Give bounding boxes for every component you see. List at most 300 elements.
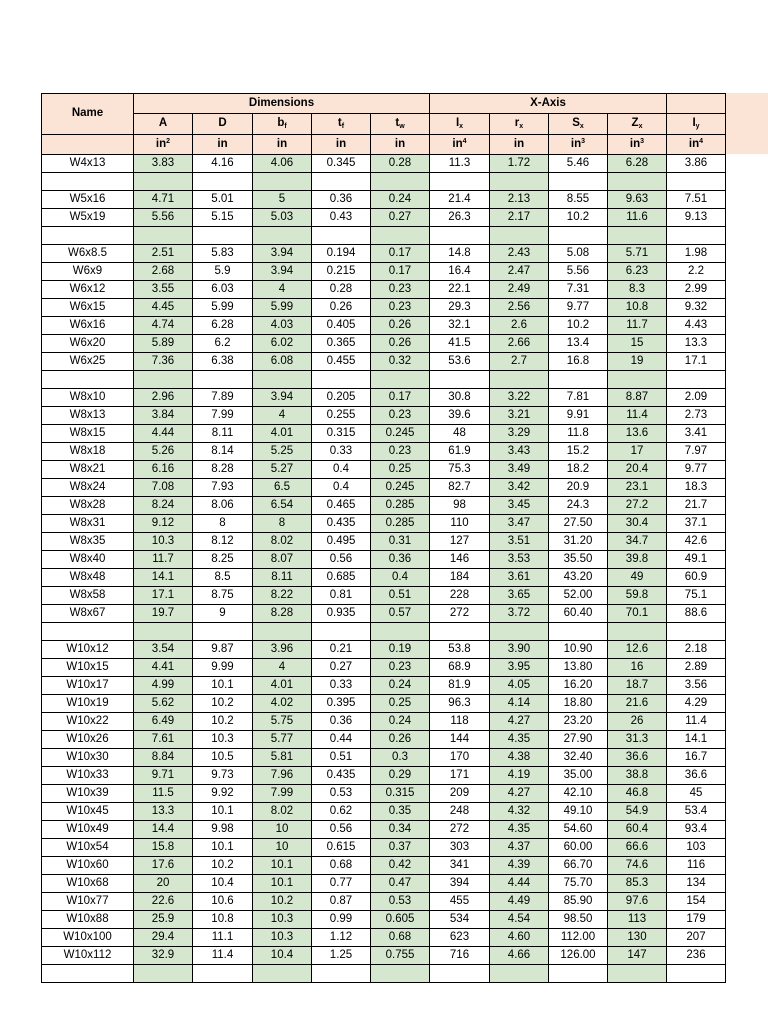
value-cell: 23.20	[549, 713, 608, 731]
section-name-cell: W10x22	[42, 713, 134, 731]
section-name-cell: W6x9	[42, 263, 134, 281]
value-cell: 14.1	[134, 569, 193, 587]
value-cell: 60.4	[608, 821, 667, 839]
value-cell: 3.56	[667, 677, 726, 695]
table-row	[42, 641, 726, 659]
value-cell: 0.605	[371, 911, 430, 929]
column-symbol: D	[218, 117, 227, 130]
value-cell: 5.75	[253, 713, 312, 731]
value-cell: 0.28	[371, 155, 430, 173]
section-name-cell: W6x8.5	[42, 245, 134, 263]
value-cell: 3.83	[134, 155, 193, 173]
value-cell: 5.62	[134, 695, 193, 713]
column-unit-3	[312, 135, 371, 155]
spacer-row	[42, 623, 726, 641]
value-cell: 4.37	[490, 839, 549, 857]
name-header: Name	[42, 94, 134, 135]
value-cell: 9.87	[193, 641, 253, 659]
table-row	[42, 299, 726, 317]
value-cell	[134, 623, 193, 641]
value-cell: 8.28	[193, 461, 253, 479]
value-cell: 4	[253, 281, 312, 299]
value-cell: 2.09	[667, 389, 726, 407]
value-cell: 7.93	[193, 479, 253, 497]
value-cell: 0.36	[312, 191, 371, 209]
x-axis-group-header: X-Axis	[430, 94, 667, 114]
value-cell	[549, 623, 608, 641]
value-cell: 17.1	[667, 353, 726, 371]
value-cell: 5.89	[134, 335, 193, 353]
value-cell: 0.23	[371, 659, 430, 677]
value-cell: 10.1	[193, 839, 253, 857]
value-cell: 0.615	[312, 839, 371, 857]
steel-section-table	[41, 93, 726, 983]
value-cell: 207	[667, 929, 726, 947]
value-cell: 3.47	[490, 515, 549, 533]
column-symbol: I	[692, 117, 696, 129]
value-cell	[253, 173, 312, 191]
unit-exponent: 4	[699, 138, 704, 146]
value-cell: 8.25	[193, 551, 253, 569]
value-cell	[667, 965, 726, 983]
value-cell: 32.1	[430, 317, 490, 335]
value-cell: 0.62	[312, 803, 371, 821]
section-name-cell: W10x26	[42, 731, 134, 749]
value-cell: 0.26	[371, 335, 430, 353]
table-row	[42, 353, 726, 371]
column-unit-7	[549, 135, 608, 155]
value-cell: 2.13	[490, 191, 549, 209]
value-cell: 66.70	[549, 857, 608, 875]
value-cell: 27.2	[608, 497, 667, 515]
value-cell: 0.35	[371, 803, 430, 821]
value-cell: 10.2	[253, 893, 312, 911]
value-cell: 9.73	[193, 767, 253, 785]
value-cell: 0.57	[371, 605, 430, 623]
value-cell: 10.2	[549, 209, 608, 227]
section-name-cell: W10x112	[42, 947, 134, 965]
column-subscript: f	[341, 123, 345, 130]
table-row	[42, 551, 726, 569]
value-cell: 18.80	[549, 695, 608, 713]
value-cell: 53.4	[667, 803, 726, 821]
value-cell: 36.6	[608, 749, 667, 767]
value-cell: 2.73	[667, 407, 726, 425]
value-cell: 22.1	[430, 281, 490, 299]
column-subscript: w	[399, 123, 405, 130]
value-cell: 0.87	[312, 893, 371, 911]
value-cell: 5	[253, 191, 312, 209]
value-cell: 10.4	[193, 875, 253, 893]
table-row	[42, 533, 726, 551]
value-cell: 46.8	[608, 785, 667, 803]
value-cell: 16.4	[430, 263, 490, 281]
section-name-cell: W5x16	[42, 191, 134, 209]
value-cell: 272	[430, 605, 490, 623]
value-cell: 4.01	[253, 677, 312, 695]
value-cell: 2.17	[490, 209, 549, 227]
section-name-cell: W10x45	[42, 803, 134, 821]
value-cell: 4.43	[667, 317, 726, 335]
value-cell	[490, 965, 549, 983]
value-cell: 0.68	[312, 857, 371, 875]
section-name-cell: W10x19	[42, 695, 134, 713]
value-cell: 5.15	[193, 209, 253, 227]
value-cell: 0.24	[371, 677, 430, 695]
value-cell: 19.7	[134, 605, 193, 623]
value-cell: 8.84	[134, 749, 193, 767]
section-name-cell: W8x24	[42, 479, 134, 497]
section-name-cell: W10x49	[42, 821, 134, 839]
value-cell: 9	[193, 605, 253, 623]
value-cell: 5.03	[253, 209, 312, 227]
value-cell: 303	[430, 839, 490, 857]
value-cell: 0.19	[371, 641, 430, 659]
value-cell: 0.4	[312, 479, 371, 497]
value-cell: 3.42	[490, 479, 549, 497]
value-cell: 11.7	[134, 551, 193, 569]
value-cell: 42.6	[667, 533, 726, 551]
table-row	[42, 335, 726, 353]
value-cell: 4.16	[193, 155, 253, 173]
value-cell: 9.32	[667, 299, 726, 317]
value-cell: 48	[430, 425, 490, 443]
value-cell: 6.49	[134, 713, 193, 731]
value-cell: 0.23	[371, 281, 430, 299]
header-extension	[725, 93, 768, 154]
value-cell: 0.51	[312, 749, 371, 767]
value-cell	[312, 371, 371, 389]
value-cell: 52.00	[549, 587, 608, 605]
value-cell: 45	[667, 785, 726, 803]
value-cell: 3.72	[490, 605, 549, 623]
unit-text: in	[394, 137, 406, 150]
value-cell: 42.10	[549, 785, 608, 803]
value-cell: 0.26	[371, 317, 430, 335]
value-cell: 66.6	[608, 839, 667, 857]
value-cell: 2.89	[667, 659, 726, 677]
value-cell	[667, 371, 726, 389]
value-cell: 6.08	[253, 353, 312, 371]
value-cell: 4.01	[253, 425, 312, 443]
value-cell: 30.4	[608, 515, 667, 533]
value-cell: 7.51	[667, 191, 726, 209]
section-name-cell: W10x30	[42, 749, 134, 767]
value-cell: 24.3	[549, 497, 608, 515]
section-name-cell: W6x20	[42, 335, 134, 353]
value-cell	[430, 173, 490, 191]
value-cell: 15.8	[134, 839, 193, 857]
table-row	[42, 407, 726, 425]
value-cell: 20.9	[549, 479, 608, 497]
value-cell	[134, 227, 193, 245]
value-cell: 9.91	[549, 407, 608, 425]
value-cell: 3.53	[490, 551, 549, 569]
value-cell: 4.44	[490, 875, 549, 893]
value-cell: 0.495	[312, 533, 371, 551]
table-row	[42, 461, 726, 479]
value-cell: 21.7	[667, 497, 726, 515]
section-name-cell: W8x10	[42, 389, 134, 407]
value-cell: 0.53	[312, 785, 371, 803]
value-cell: 75.3	[430, 461, 490, 479]
value-cell: 5.71	[608, 245, 667, 263]
value-cell: 9.77	[667, 461, 726, 479]
value-cell	[371, 965, 430, 983]
value-cell: 49.1	[667, 551, 726, 569]
value-cell: 54.60	[549, 821, 608, 839]
value-cell: 0.43	[312, 209, 371, 227]
value-cell: 98	[430, 497, 490, 515]
section-name-cell: W8x67	[42, 605, 134, 623]
value-cell: 0.51	[371, 587, 430, 605]
value-cell: 0.56	[312, 551, 371, 569]
value-cell	[253, 227, 312, 245]
column-unit-8	[608, 135, 667, 155]
value-cell	[430, 965, 490, 983]
table-row	[42, 785, 726, 803]
value-cell: 18.7	[608, 677, 667, 695]
y-axis-group-header	[667, 94, 726, 114]
value-cell	[608, 623, 667, 641]
value-cell: 0.405	[312, 317, 371, 335]
column-subscript: y	[695, 123, 700, 130]
value-cell: 0.17	[371, 245, 430, 263]
value-cell: 3.65	[490, 587, 549, 605]
section-name-cell: W10x100	[42, 929, 134, 947]
value-cell: 4.45	[134, 299, 193, 317]
value-cell: 5.08	[549, 245, 608, 263]
value-cell: 5.81	[253, 749, 312, 767]
value-cell: 0.17	[371, 389, 430, 407]
value-cell: 3.51	[490, 533, 549, 551]
value-cell: 10.1	[253, 875, 312, 893]
value-cell: 49.10	[549, 803, 608, 821]
value-cell: 54.9	[608, 803, 667, 821]
value-cell	[608, 965, 667, 983]
table-row	[42, 443, 726, 461]
value-cell: 4.35	[490, 731, 549, 749]
value-cell: 4.03	[253, 317, 312, 335]
unit-exponent: 4	[462, 138, 467, 146]
value-cell: 9.77	[549, 299, 608, 317]
value-cell: 0.24	[371, 713, 430, 731]
column-header-8	[608, 114, 667, 135]
value-cell: 0.26	[371, 731, 430, 749]
section-name-cell: W8x31	[42, 515, 134, 533]
value-cell: 38.8	[608, 767, 667, 785]
value-cell: 10.2	[193, 695, 253, 713]
value-cell: 7.81	[549, 389, 608, 407]
value-cell: 0.245	[371, 479, 430, 497]
value-cell	[371, 227, 430, 245]
value-cell: 0.685	[312, 569, 371, 587]
value-cell: 5.56	[134, 209, 193, 227]
value-cell: 10.1	[253, 857, 312, 875]
value-cell: 8.14	[193, 443, 253, 461]
value-cell: 7.31	[549, 281, 608, 299]
value-cell: 0.44	[312, 731, 371, 749]
value-cell: 14.4	[134, 821, 193, 839]
value-cell: 60.9	[667, 569, 726, 587]
value-cell: 10.8	[608, 299, 667, 317]
value-cell: 20	[134, 875, 193, 893]
value-cell: 10	[253, 839, 312, 857]
value-cell: 5.83	[193, 245, 253, 263]
section-name-cell: W10x15	[42, 659, 134, 677]
value-cell: 5.46	[549, 155, 608, 173]
table-row	[42, 767, 726, 785]
value-cell: 3.45	[490, 497, 549, 515]
table-row	[42, 911, 726, 929]
value-cell: 7.36	[134, 353, 193, 371]
section-name-cell: W8x28	[42, 497, 134, 515]
section-name-cell: W8x18	[42, 443, 134, 461]
unit-text: in	[217, 137, 228, 150]
value-cell: 0.56	[312, 821, 371, 839]
column-subscript: f	[284, 123, 287, 130]
value-cell: 147	[608, 947, 667, 965]
value-cell: 16.20	[549, 677, 608, 695]
table-row	[42, 479, 726, 497]
value-cell: 10.5	[193, 749, 253, 767]
value-cell: 4.02	[253, 695, 312, 713]
value-cell: 0.205	[312, 389, 371, 407]
value-cell: 53.6	[430, 353, 490, 371]
value-cell: 0.25	[371, 461, 430, 479]
value-cell: 43.20	[549, 569, 608, 587]
table-row	[42, 731, 726, 749]
table-row	[42, 425, 726, 443]
value-cell: 13.3	[667, 335, 726, 353]
table-row	[42, 245, 726, 263]
table-row	[42, 263, 726, 281]
value-cell	[549, 173, 608, 191]
value-cell: 11.3	[430, 155, 490, 173]
table-row	[42, 821, 726, 839]
value-cell	[134, 371, 193, 389]
value-cell: 10.3	[134, 533, 193, 551]
value-cell: 96.3	[430, 695, 490, 713]
section-name-cell: W10x54	[42, 839, 134, 857]
value-cell: 0.68	[371, 929, 430, 947]
value-cell: 16	[608, 659, 667, 677]
value-cell: 0.77	[312, 875, 371, 893]
value-cell: 8.55	[549, 191, 608, 209]
value-cell: 6.2	[193, 335, 253, 353]
value-cell	[549, 227, 608, 245]
value-cell: 8.3	[608, 281, 667, 299]
value-cell: 15	[608, 335, 667, 353]
value-cell: 39.8	[608, 551, 667, 569]
column-symbol: A	[158, 117, 168, 130]
value-cell: 17.6	[134, 857, 193, 875]
value-cell: 12.6	[608, 641, 667, 659]
value-cell: 3.95	[490, 659, 549, 677]
value-cell: 15.2	[549, 443, 608, 461]
value-cell: 11.4	[608, 407, 667, 425]
value-cell: 0.365	[312, 335, 371, 353]
unit-header-row	[42, 135, 726, 155]
value-cell: 6.23	[608, 263, 667, 281]
value-cell: 0.47	[371, 875, 430, 893]
value-cell: 8	[193, 515, 253, 533]
value-cell: 27.90	[549, 731, 608, 749]
value-cell: 10.1	[193, 677, 253, 695]
value-cell: 0.24	[371, 191, 430, 209]
value-cell	[667, 173, 726, 191]
value-cell: 26	[608, 713, 667, 731]
value-cell: 0.755	[371, 947, 430, 965]
value-cell: 70.1	[608, 605, 667, 623]
value-cell: 0.34	[371, 821, 430, 839]
section-name-cell: W6x16	[42, 317, 134, 335]
value-cell: 130	[608, 929, 667, 947]
section-name-cell: W10x68	[42, 875, 134, 893]
value-cell: 11.8	[549, 425, 608, 443]
dimensions-group-header: Dimensions	[134, 94, 430, 114]
value-cell: 7.89	[193, 389, 253, 407]
value-cell: 0.23	[371, 443, 430, 461]
column-subscript: x	[459, 123, 464, 130]
value-cell: 3.43	[490, 443, 549, 461]
value-cell: 8.12	[193, 533, 253, 551]
value-cell: 8.11	[253, 569, 312, 587]
value-cell: 34.7	[608, 533, 667, 551]
value-cell: 0.315	[371, 785, 430, 803]
section-name-cell: W10x12	[42, 641, 134, 659]
value-cell: 13.4	[549, 335, 608, 353]
section-name-cell: W8x48	[42, 569, 134, 587]
value-cell: 60.40	[549, 605, 608, 623]
spacer-row	[42, 371, 726, 389]
value-cell	[430, 623, 490, 641]
value-cell: 4.05	[490, 677, 549, 695]
value-cell: 81.9	[430, 677, 490, 695]
value-cell: 1.25	[312, 947, 371, 965]
table-row	[42, 677, 726, 695]
value-cell	[371, 623, 430, 641]
value-cell: 0.36	[312, 713, 371, 731]
value-cell: 103	[667, 839, 726, 857]
value-cell: 455	[430, 893, 490, 911]
value-cell: 75.70	[549, 875, 608, 893]
table-row	[42, 497, 726, 515]
section-name-cell: W8x40	[42, 551, 134, 569]
section-name-cell: W10x17	[42, 677, 134, 695]
value-cell: 127	[430, 533, 490, 551]
value-cell: 113	[608, 911, 667, 929]
value-cell: 4.27	[490, 713, 549, 731]
value-cell: 11.6	[608, 209, 667, 227]
value-cell: 10.3	[253, 929, 312, 947]
section-name-cell: W10x88	[42, 911, 134, 929]
value-cell: 0.23	[371, 299, 430, 317]
value-cell: 10	[253, 821, 312, 839]
value-cell	[371, 371, 430, 389]
value-cell: 3.94	[253, 245, 312, 263]
value-cell: 3.94	[253, 263, 312, 281]
value-cell	[430, 227, 490, 245]
value-cell: 146	[430, 551, 490, 569]
value-cell: 2.96	[134, 389, 193, 407]
section-name-cell: W10x33	[42, 767, 134, 785]
value-cell: 85.90	[549, 893, 608, 911]
value-cell: 35.00	[549, 767, 608, 785]
column-unit-4	[371, 135, 430, 155]
section-name-cell: W4x13	[42, 155, 134, 173]
value-cell: 4.60	[490, 929, 549, 947]
